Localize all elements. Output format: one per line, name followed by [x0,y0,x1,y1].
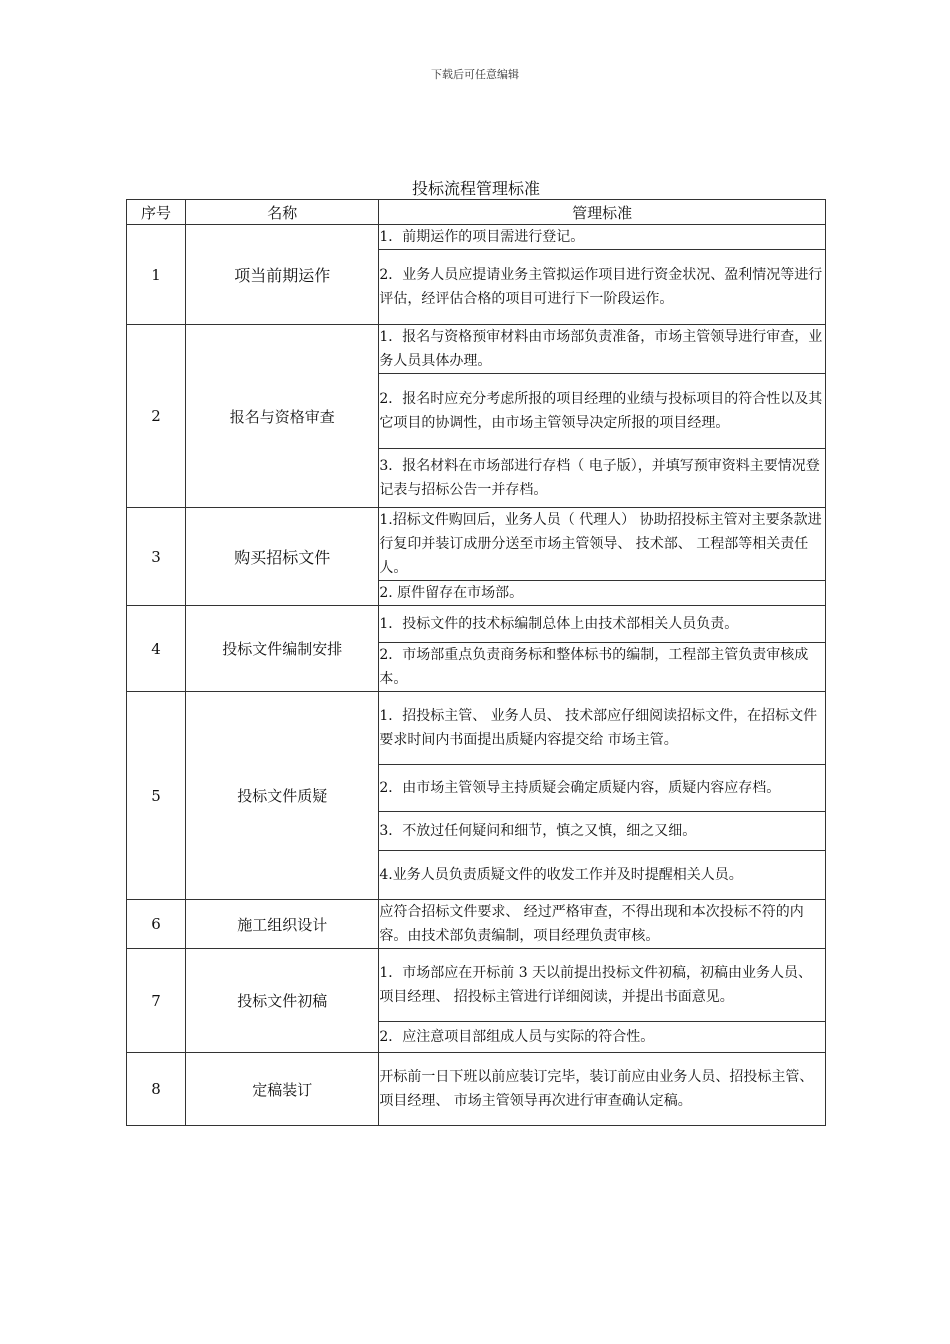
row-number: 2 [127,325,186,508]
row-number: 1 [127,225,186,325]
standard-item: 1．招投标主管、 业务人员、 技术部应仔细阅读招标文件，在招标文件要求时间内书面提出质疑内容提交给 市场主管。 [379,692,826,765]
standard-item: 3．不放过任何疑问和细节，慎之又慎，细之又细。 [379,812,826,851]
standard-item: 应符合招标文件要求、 经过严格审查，不得出现和本次投标不符的内容。由技术部负责编制，项目经理负责审核。 [379,900,826,949]
table-row [127,900,826,949]
standard-item: 1.招标文件购回后，业务人员（ 代理人） 协助招投标主管对主要条款进行复印并装订成册分送至市场主管领导、 技术部、 工程部等相关责任人。 [379,508,826,581]
row-name: 投标文件质疑 [186,692,379,900]
standard-item: 开标前一日下班以前应装订完毕，装订前应由业务人员、招投标主管、 项目经理、 市场主管领导再次进行审查确认定稿。 [379,1053,826,1126]
row-number: 5 [127,692,186,900]
standard-item: 1．市场部应在开标前 3 天以前提出投标文件初稿，初稿由业务人员、 项目经理、 招投标主管进行详细阅读，并提出书面意见。 [379,949,826,1022]
table-row [127,225,826,250]
column-header-name: 名称 [186,200,379,225]
row-name: 购买招标文件 [186,508,379,606]
table-row [127,606,826,643]
row-number: 6 [127,900,186,949]
standard-item: 1．报名与资格预审材料由市场部负责准备，市场主管领导进行审查，业务人员具体办理。 [379,325,826,374]
standard-item: 2. 原件留存在市场部。 [379,581,826,606]
table-row [127,949,826,1022]
standard-item: 2．业务人员应提请业务主管拟运作项目进行资金状况、盈利情况等进行评估，经评估合格的项目可进行下一阶段运作。 [379,250,826,325]
table-row [127,692,826,765]
standard-item: 2．应注意项目部组成人员与实际的符合性。 [379,1022,826,1053]
standard-item: 2．由市场主管领导主持质疑会确定质疑内容，质疑内容应存档。 [379,765,826,812]
column-header-no: 序号 [127,200,186,225]
table-row [127,1053,826,1126]
row-number: 4 [127,606,186,692]
row-name: 投标文件初稿 [186,949,379,1053]
standard-item: 2．报名时应充分考虑所报的项目经理的业绩与投标项目的符合性以及其它项目的协调性，由市场主管领导决定所报的项目经理。 [379,374,826,449]
standard-item: 1．投标文件的技术标编制总体上由技术部相关人员负责。 [379,606,826,643]
row-name: 定稿装订 [186,1053,379,1126]
table-row [127,325,826,374]
table-row [127,508,826,581]
row-number: 8 [127,1053,186,1126]
row-name: 项当前期运作 [186,225,379,325]
document-title: 投标流程管理标准 [411,179,540,198]
standards-table [126,199,826,1126]
column-header-standard: 管理标准 [379,200,826,225]
row-name: 投标文件编制安排 [186,606,379,692]
row-name: 报名与资格审查 [186,325,379,508]
standard-item: 4.业务人员负责质疑文件的收发工作并及时提醒相关人员。 [379,851,826,900]
row-name: 施工组织设计 [186,900,379,949]
row-number: 3 [127,508,186,606]
row-number: 7 [127,949,186,1053]
standard-item: 3．报名材料在市场部进行存档（ 电子版），并填写预审资料主要情况登记表与招标公告一并存档。 [379,449,826,508]
table-header-row [127,200,826,225]
header-note: 下载后可任意编辑 [431,68,519,81]
standard-item: 2．市场部重点负责商务标和整体标书的编制，工程部主管负责审核成本。 [379,643,826,692]
standard-item: 1．前期运作的项目需进行登记。 [379,225,826,250]
